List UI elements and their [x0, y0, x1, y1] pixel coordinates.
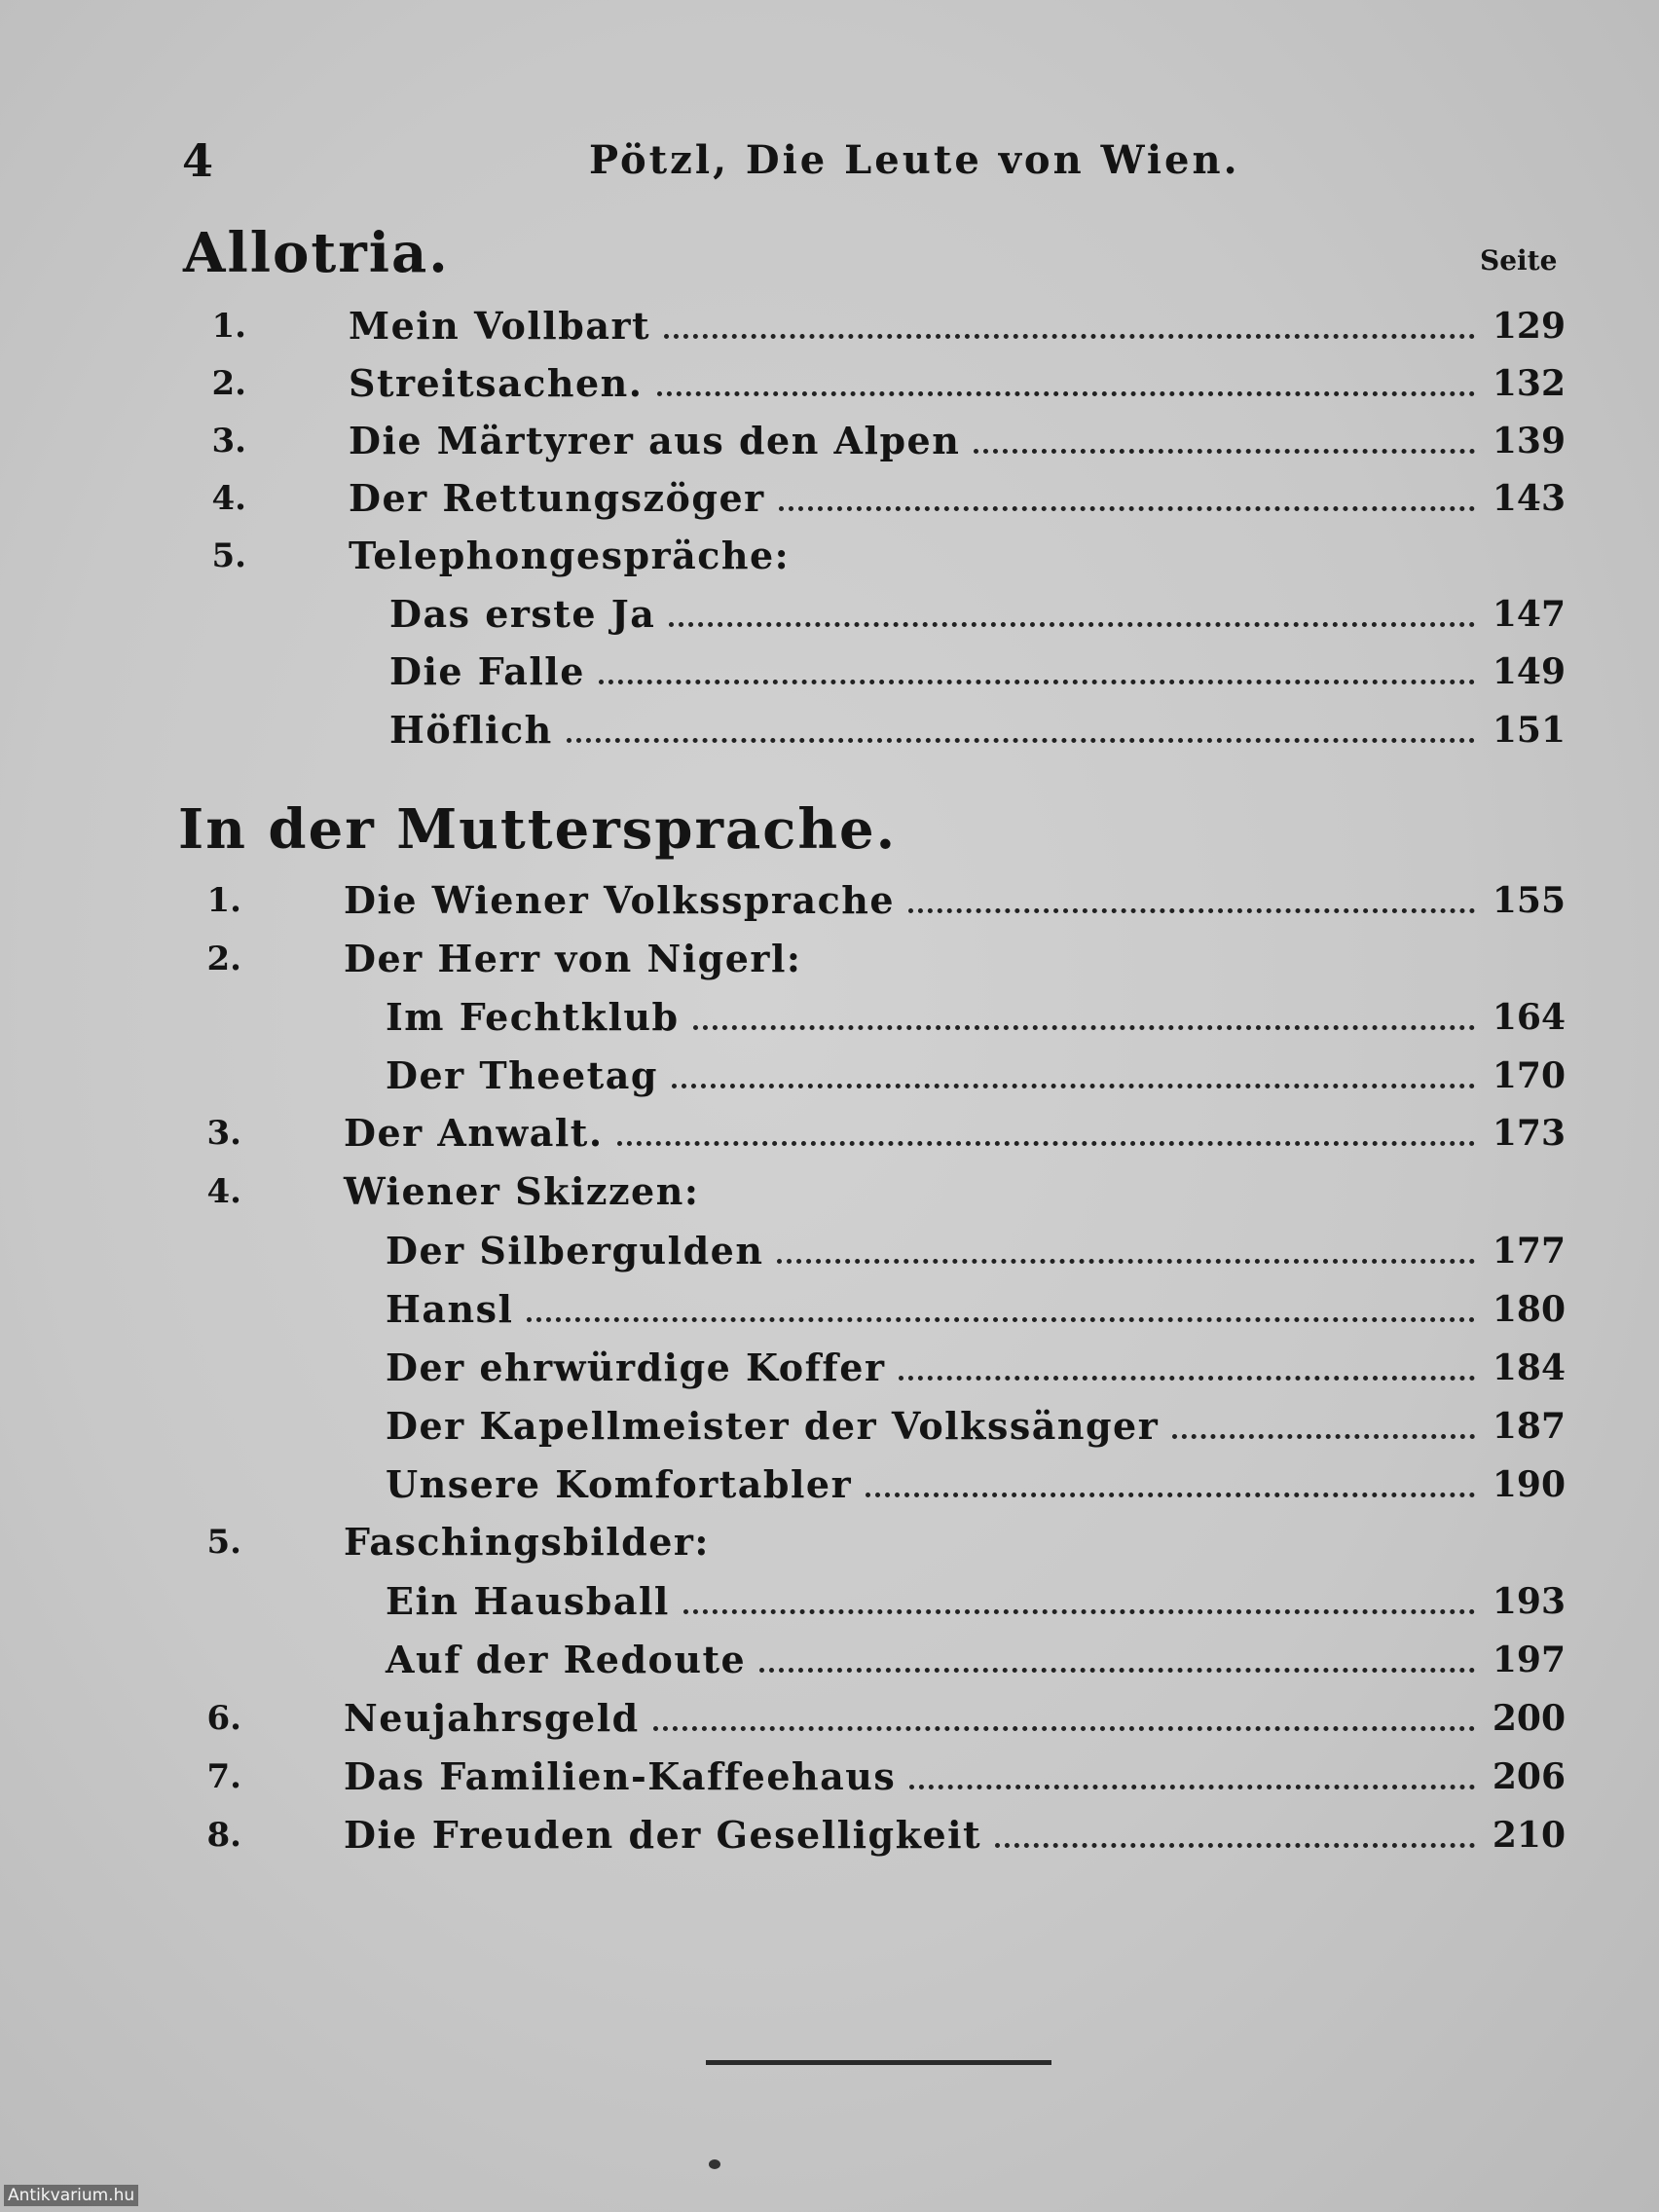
toc-entry-title: Das Familien-Kaffeehaus [344, 1754, 897, 1798]
toc-entry-number: 3. [206, 1114, 241, 1153]
dot-leader [683, 1609, 1475, 1614]
toc-entry [0, 871, 1659, 930]
toc-entry-page: 147 [1492, 594, 1566, 635]
toc-entry-page: 155 [1492, 880, 1566, 921]
toc-entry [0, 1104, 1659, 1162]
toc-entry-title: Der Anwalt. [344, 1111, 604, 1155]
dot-leader [657, 391, 1475, 396]
running-head-title: Pötzl, Die Leute von Wien. [589, 137, 1240, 183]
section-title-allotria: Allotria. [183, 221, 450, 285]
toc-entry [0, 1222, 1659, 1280]
dot-leader [617, 1141, 1475, 1146]
toc-entry-title: Faschingsbilder: [344, 1520, 710, 1564]
toc-entry-page: 206 [1492, 1756, 1566, 1797]
toc-entry-title: Unsere Komfortabler [386, 1462, 853, 1506]
toc-entry-number: 4. [206, 1172, 241, 1211]
dot-leader [759, 1668, 1475, 1673]
toc-entry-number: 6. [206, 1699, 241, 1738]
toc-entry-number: 1. [211, 307, 246, 346]
toc-entry [0, 1456, 1659, 1514]
toc-entry-title: Das erste Ja [389, 592, 656, 636]
toc-entry [0, 1280, 1659, 1339]
dot-leader [669, 622, 1474, 627]
toc-entry-number: 1. [206, 881, 241, 920]
toc-entry-title: Im Fechtklub [386, 995, 680, 1039]
toc-entry-page: 129 [1492, 306, 1566, 347]
dot-leader [653, 1726, 1475, 1731]
toc-entry [0, 643, 1659, 701]
toc-entry-title: Hansl [386, 1287, 514, 1331]
toc-entry-number: 4. [211, 479, 246, 518]
toc-entry-number: 8. [206, 1816, 241, 1855]
toc-entry [0, 1689, 1659, 1748]
toc-entry-title: Der ehrwürdige Koffer [386, 1346, 886, 1389]
toc-entry-title: Telephongespräche: [349, 534, 791, 577]
dot-leader [567, 738, 1475, 743]
toc-entry-title: Auf der Redoute [386, 1638, 747, 1681]
toc-entry-title: Der Kapellmeister der Volkssänger [386, 1404, 1160, 1448]
toc-entry [0, 354, 1659, 413]
toc-entry [0, 412, 1659, 470]
toc-entry-title: Wiener Skizzen: [344, 1169, 700, 1213]
toc-entry-page: 149 [1492, 651, 1566, 692]
toc-entry [0, 1748, 1659, 1806]
toc-entry [0, 701, 1659, 759]
toc-entry-page: 170 [1492, 1055, 1566, 1096]
dot-leader [693, 1025, 1475, 1030]
dot-leader [866, 1493, 1475, 1497]
toc-entry [0, 1047, 1659, 1105]
page-number: 4 [182, 134, 214, 187]
dot-leader [672, 1084, 1475, 1088]
toc-entry-title: Mein Vollbart [349, 304, 651, 348]
dot-leader [908, 908, 1475, 913]
toc-entry-number: 5. [211, 536, 246, 575]
watermark: Antikvarium.hu [4, 2185, 138, 2206]
section-title-muttersprache: In der Muttersprache. [178, 797, 898, 862]
toc-entry-number: 2. [211, 364, 246, 403]
toc-entry [0, 1572, 1659, 1631]
toc-entry-page: 151 [1492, 710, 1566, 751]
print-speck [709, 2159, 720, 2169]
toc-entry [0, 585, 1659, 644]
toc-entry-title: Der Theetag [386, 1053, 658, 1097]
toc-entry-title: Die Wiener Volkssprache [344, 878, 896, 922]
toc-entry-page: 187 [1492, 1406, 1566, 1447]
toc-entry-page: 143 [1492, 478, 1566, 519]
toc-entry-number: 5. [206, 1523, 241, 1562]
dot-leader [909, 1785, 1475, 1789]
toc-entry-page: 139 [1492, 421, 1566, 461]
toc-entry-title: Die Falle [389, 649, 585, 693]
toc-entry-title: Ein Hausball [386, 1579, 670, 1623]
dot-leader [527, 1317, 1474, 1322]
toc-entry-page: 197 [1492, 1640, 1566, 1680]
toc-entry-page: 190 [1492, 1464, 1566, 1505]
toc-entry [0, 1806, 1659, 1864]
toc-entry [0, 527, 1659, 585]
end-rule [706, 2060, 1051, 2065]
toc-entry [0, 988, 1659, 1047]
toc-entry-page: 164 [1492, 997, 1566, 1038]
dot-leader [664, 334, 1475, 339]
toc-entry-page: 200 [1492, 1698, 1566, 1739]
toc-entry [0, 1513, 1659, 1571]
toc-entry-number: 3. [211, 422, 246, 461]
toc-entry-title: Die Märtyrer aus den Alpen [349, 419, 961, 462]
toc-entry [0, 1339, 1659, 1397]
dot-leader [777, 1259, 1474, 1264]
toc-entry-title: Streitsachen. [349, 361, 644, 405]
toc-entry-title: Höflich [389, 708, 553, 752]
toc-entry-page: 132 [1492, 363, 1566, 404]
toc-entry [0, 469, 1659, 528]
toc-entry-page: 177 [1492, 1231, 1566, 1272]
dot-leader [995, 1843, 1475, 1848]
dot-leader [599, 680, 1475, 684]
toc-entry [0, 930, 1659, 988]
toc-entry [0, 1397, 1659, 1456]
toc-entry-title: Der Silbergulden [386, 1229, 764, 1272]
dot-leader [779, 506, 1475, 511]
toc-entry-title: Der Herr von Nigerl: [344, 937, 802, 980]
toc-entry-title: Neujahrsgeld [344, 1696, 640, 1740]
toc-entry-title: Der Rettungszöger [349, 476, 765, 520]
toc-entry-page: 184 [1492, 1347, 1566, 1388]
dot-leader [899, 1376, 1474, 1381]
toc-entry-number: 7. [206, 1757, 241, 1796]
toc-entry-page: 210 [1492, 1815, 1566, 1856]
dot-leader [1172, 1434, 1475, 1439]
toc-entry-page: 180 [1492, 1289, 1566, 1330]
toc-entry [0, 297, 1659, 355]
toc-entry [0, 1162, 1659, 1221]
toc-entry-number: 2. [206, 940, 241, 978]
page-column-label: Seite [1480, 244, 1558, 276]
toc-entry [0, 1631, 1659, 1689]
toc-entry-title: Die Freuden der Geselligkeit [344, 1813, 982, 1857]
toc-entry-page: 193 [1492, 1581, 1566, 1622]
dot-leader [974, 449, 1474, 454]
toc-entry-page: 173 [1492, 1113, 1566, 1154]
